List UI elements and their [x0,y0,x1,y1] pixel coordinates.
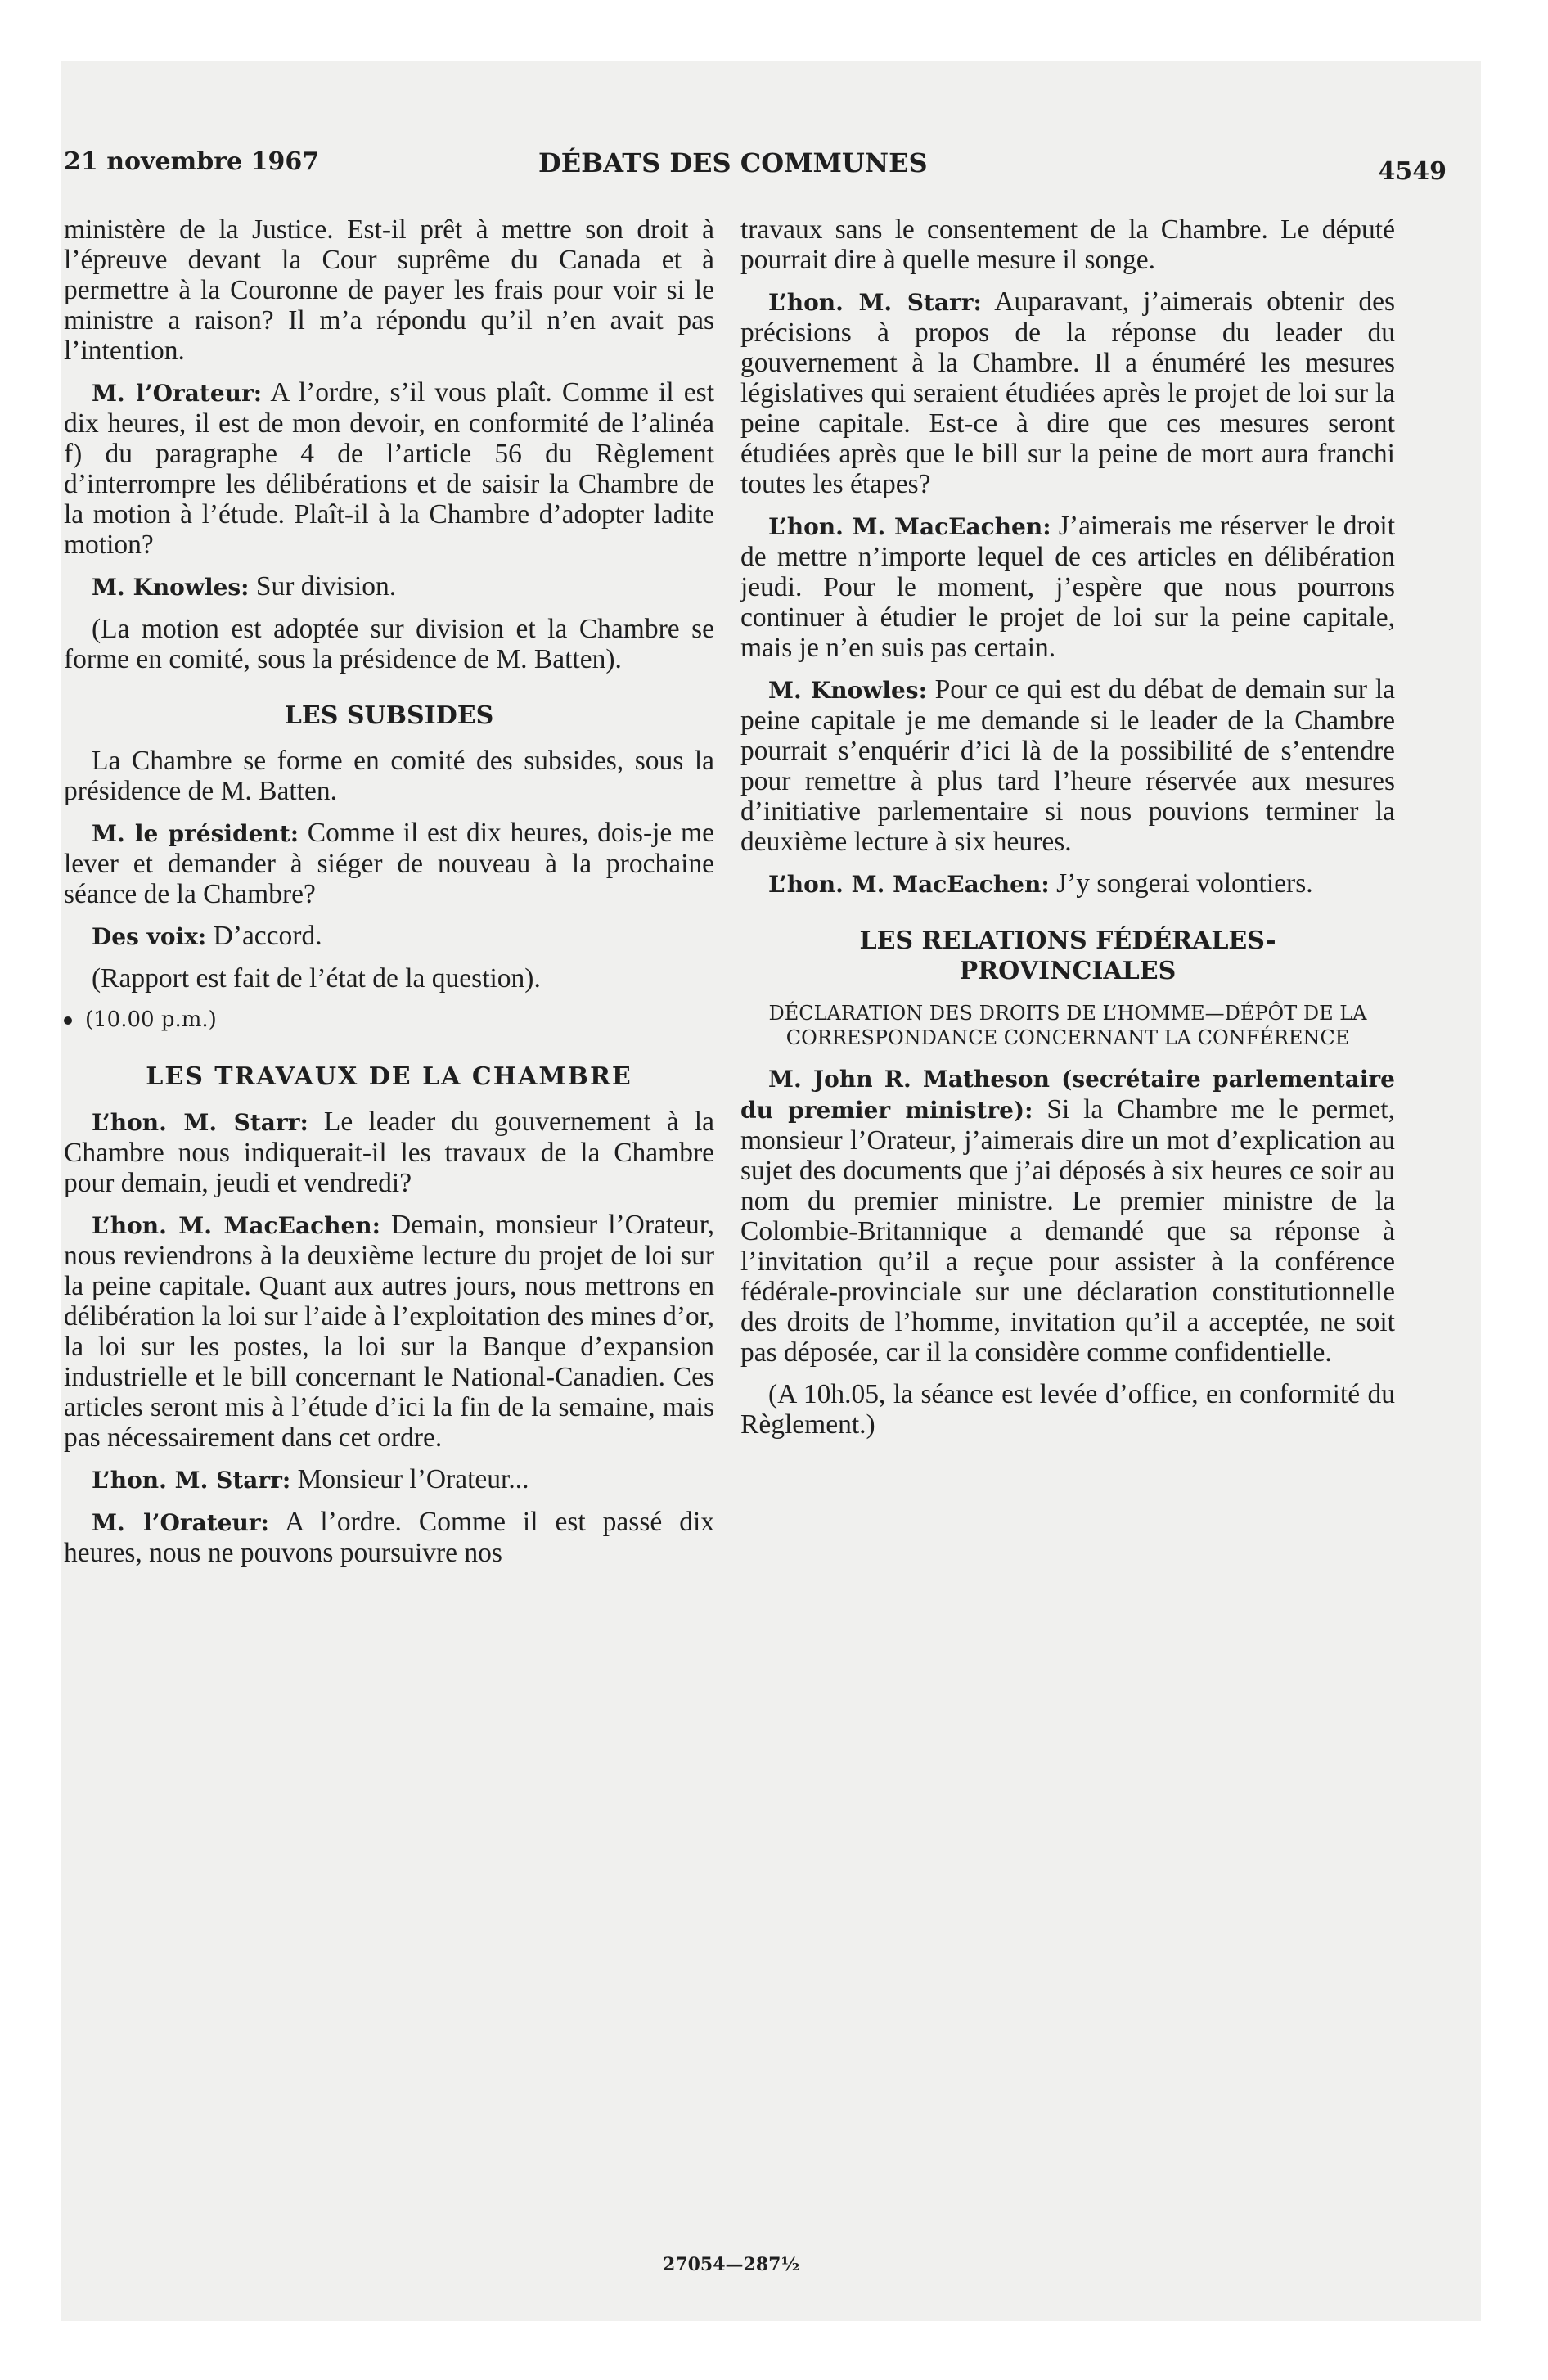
paragraph: (Rapport est fait de l’état de la question). [92,963,541,994]
section-heading: LES SUBSIDES [284,701,494,730]
paragraph [64,1507,714,1568]
speaker: L’hon. M. MacEachen: [768,871,1050,898]
right-column [740,214,1395,1451]
paragraph [740,674,1395,857]
paragraph [740,286,1395,499]
paragraph [64,1210,714,1453]
speech: Monsieur l’Orateur... [290,1464,529,1494]
paragraph [64,1107,714,1198]
speaker: M. le président: [92,820,299,847]
speaker: M. l’Orateur: [92,1509,269,1536]
speaker: L’hon. M. MacEachen: [768,513,1051,540]
speaker: M. Knowles: [92,574,250,601]
speaker: M. John R. Matheson (secrétaire parlementaire du premier ministre): [740,1066,1395,1124]
paragraph [64,1464,714,1495]
speech: Si la Chambre me le permet, monsieur l’Orateur, j’aimerais dire un mot d’explication au sujet des documents que j’ai déposés à six heures ce soir au nom du premier ministre. Le premier ministre de la Colombie-Britannique a demandé que sa réponse à l’invitation qu’il a reçue pour assister à la conférence fédérale-provinciale sur une déclaration constitutionnelle des droits de l’homme, invitation qu’il a acceptée, ne soit pas déposée, car il la considère comme confidentielle. [740,1094,1395,1368]
paragraph [64,571,714,602]
paragraph [64,818,714,909]
header-date: 21 novembre 1967 [64,147,320,176]
paragraph: travaux sans le consentement de la Chambre. Le député pourrait dire à quelle mesure il songe. [740,214,1395,275]
paragraph [740,511,1395,663]
paragraph: ministère de la Justice. Est-il prêt à mettre son droit à l’épreuve devant la Cour suprême du Canada et à permettre à la Couronne de payer les frais pour voir si le ministre a raison? Il m’a répondu qu’il n’en avait pas l’intention. [64,214,714,366]
speaker: L’hon. M. Starr: [92,1467,291,1494]
paragraph: (A 10h.05, la séance est levée d’office, en conformité du Règlement.) [740,1379,1395,1440]
speech: Auparavant, j’aimerais obtenir des précisions à propos de la réponse du leader du gouvernement à la Chambre. Il a énuméré les mesures législatives qui seraient étudiées après le projet de loi sur la peine capitale. Est-ce à dire que ces mesures seront étudiées après que le bill sur la peine de mort aura franchi toutes les étapes? [740,286,1395,499]
paragraph [64,921,714,952]
speaker: Des voix: [92,923,207,950]
paragraph: (La motion est adoptée sur division et la Chambre se forme en comité, sous la présidence de M. Batten). [64,614,714,674]
subsection-heading: DÉCLARATION DES DROITS DE L’HOMME—DÉPÔT DE LA CORRESPONDANCE CONCERNANT LA CONFÉRENCE [768,1002,1367,1049]
speaker: L’hon. M. Starr: [768,289,982,316]
speech: J’y songerai volontiers. [1049,868,1313,899]
speech: A l’ordre, s’il vous plaît. Comme il est dix heures, il est de mon devoir, en conformité de l’alinéa f) du paragraphe 4 de l’article 56 du Règlement d’interrompre les délibérations et de saisir la Chambre de la motion à l’étude. Plaît-il à la Chambre d’adopter ladite motion? [64,377,714,560]
speech: J’aimerais me réserver le droit de mettre n’importe lequel de ces articles en délibération jeudi. Pour le moment, j’espère que nous pourrons continuer à étudier le projet de loi sur la peine capitale, mais je n’en suis pas certain. [740,511,1396,663]
left-column [64,214,714,1580]
paragraph [740,1063,1395,1368]
speech: Sur division. [249,571,397,602]
footer-code: 27054—287½ [663,2254,800,2275]
speech: A l’ordre. Comme il est passé dix heures, nous ne pouvons poursuivre nos [64,1507,714,1568]
speech: Comme il est dix heures, dois-je me lever et demander à siéger de nouveau à la prochaine séance de la Chambre? [64,818,714,909]
speech: Demain, monsieur l’Orateur, nous reviendrons à la deuxième lecture du projet de loi sur la peine capitale. Quant aux autres jours, nous mettrons en délibération la loi sur l’aide à l’exploitation des mines d’or, la loi sur les postes, la loi sur la Banque d’expansion industrielle et le bill concernant le National-Canadien. Ces articles seront mis à l’étude d’ici la fin de la semaine, mais pas nécessairement dans cet ordre. [64,1210,714,1453]
speech: Le leader du gouvernement à la Chambre nous indiquerait-il les travaux de la Chambre pour demain, jeudi et vendredi? [64,1107,714,1198]
page-header [64,147,1479,196]
time-stamp: (10.00 p.m.) [64,1005,714,1035]
paragraph: La Chambre se forme en comité des subsides, sous la présidence de M. Batten. [64,746,714,806]
speaker: M. Knowles: [768,677,927,704]
bullet-icon [64,1016,72,1025]
speaker: L’hon. M. MacEachen: [92,1212,380,1239]
paragraph [64,377,714,560]
page-number: 4549 [1378,157,1447,186]
speaker: L’hon. M. Starr: [92,1109,308,1136]
speech: D’accord. [206,921,322,951]
section-heading: LES TRAVAUX DE LA CHAMBRE [146,1062,632,1091]
section-heading: LES RELATIONS FÉDÉRALES-PROVINCIALES [859,926,1276,985]
paragraph [740,868,1395,899]
speaker: M. l’Orateur: [92,380,263,407]
header-title: DÉBATS DES COMMUNES [538,147,928,178]
speech: Pour ce qui est du débat de demain sur la peine capitale je me demande si le leader de la Chambre pourrait s’enquérir d’ici là de la possibilité de s’entendre pour remettre à plus tard l’heure réservée aux mesures d’initiative parlementaire si nous pouvions terminer la deuxième lecture à six heures. [740,674,1395,857]
